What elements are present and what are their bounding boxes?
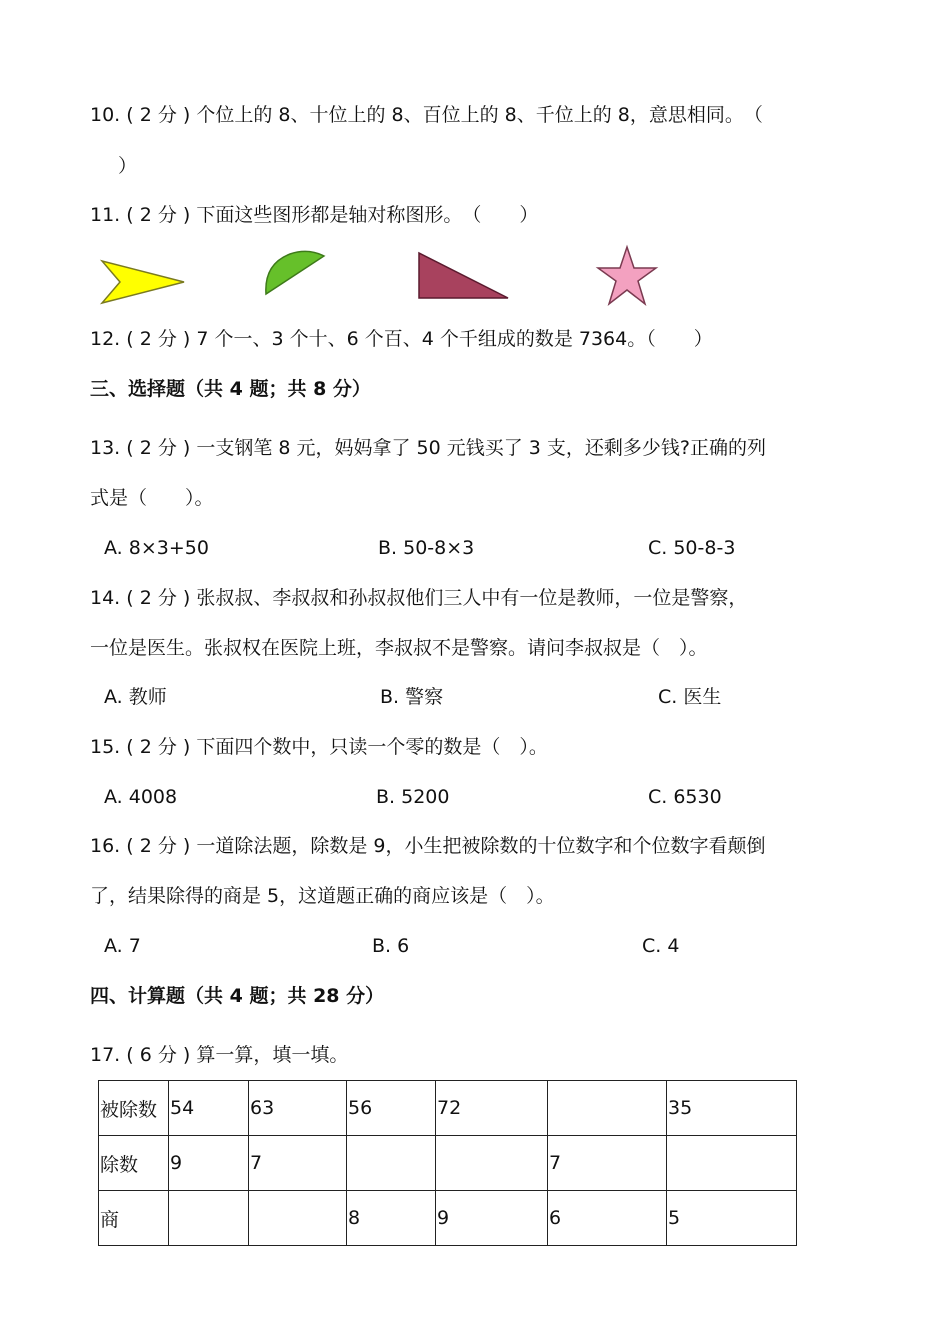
table-cell: 56: [347, 1081, 436, 1136]
table-cell: 9: [436, 1191, 548, 1246]
question-17-text: 17. ( 6 分 ) 算一算，填一填。: [90, 1044, 349, 1066]
question-11-text: 11. ( 2 分 ) 下面这些图形都是轴对称图形。 （ ）: [90, 204, 539, 226]
question-14-option-a: A. 教师: [104, 686, 167, 708]
table-cell: 7: [548, 1136, 667, 1191]
maroon-right-triangle-icon: [416, 250, 512, 302]
section-4-title: 四、计算题（共 4 题；共 28 分）: [90, 985, 385, 1007]
question-13-option-c: C. 50-8-3: [648, 537, 736, 559]
table-cell: [249, 1191, 347, 1246]
question-10-text: 10. ( 2 分 ) 个位上的 8、十位上的 8、百位上的 8、千位上的 8，意思相同。 （: [90, 104, 763, 126]
question-16-line-2: 了，结果除得的商是 5，这道题正确的商应该是（ ）。: [90, 885, 555, 907]
question-16-option-a: A. 7: [104, 935, 141, 957]
question-13-option-a: A. 8×3+50: [104, 537, 209, 559]
question-12-text: 12. ( 2 分 ) 7 个一、3 个十、6 个百、4 个千组成的数是 7364。（ ）: [90, 328, 713, 350]
table-cell: 除数: [99, 1136, 169, 1191]
question-15-line-1: 15. ( 2 分 ) 下面四个数中，只读一个零的数是（ ）。: [90, 736, 548, 758]
table-cell: 63: [249, 1081, 347, 1136]
table-cell: 8: [347, 1191, 436, 1246]
table-cell: 商: [99, 1191, 169, 1246]
table-cell: 7: [249, 1136, 347, 1191]
pink-star-icon: [594, 244, 660, 310]
table-row-divisor: [99, 1136, 797, 1191]
table-cell: 6: [548, 1191, 667, 1246]
table-cell: 35: [667, 1081, 797, 1136]
question-13-option-b: B. 50-8×3: [378, 537, 475, 559]
question-16-option-b: B. 6: [372, 935, 410, 957]
table-cell: [347, 1136, 436, 1191]
green-sector-icon: [260, 248, 330, 300]
question-15-option-b: B. 5200: [376, 786, 450, 808]
table-cell: 5: [667, 1191, 797, 1246]
table-cell: 54: [169, 1081, 249, 1136]
table-cell: 被除数: [99, 1081, 169, 1136]
table-cell: [436, 1136, 548, 1191]
table-cell: [169, 1191, 249, 1246]
question-16-line-1: 16. ( 2 分 ) 一道除法题，除数是 9，小生把被除数的十位数字和个位数字看颠倒: [90, 835, 766, 857]
question-13-line-1: 13. ( 2 分 ) 一支钢笔 8 元，妈妈拿了 50 元钱买了 3 支，还剩多少钱?正确的列: [90, 437, 767, 459]
table-cell: [667, 1136, 797, 1191]
table-cell: 72: [436, 1081, 548, 1136]
question-14-line-2: 一位是医生。张叔权在医院上班，李叔叔不是警察。请问李叔叔是（ ）。: [90, 637, 708, 659]
table-cell: 9: [169, 1136, 249, 1191]
question-14-option-c: C. 医生: [658, 686, 722, 708]
table-row-quotient: [99, 1191, 797, 1246]
section-3-title: 三、选择题（共 4 题；共 8 分）: [90, 378, 371, 400]
table-row-dividend: [99, 1081, 797, 1136]
question-15-option-a: A. 4008: [104, 786, 178, 808]
question-14-option-b: B. 警察: [380, 686, 444, 708]
question-10-answer-paren: ）: [118, 155, 138, 177]
question-16-option-c: C. 4: [642, 935, 680, 957]
question-15-option-c: C. 6530: [648, 786, 722, 808]
question-13-line-2: 式是（ ）。: [90, 487, 214, 509]
table-cell: [548, 1081, 667, 1136]
yellow-arrowhead-icon: [98, 254, 190, 310]
question-14-line-1: 14. ( 2 分 ) 张叔叔、李叔叔和孙叔叔他们三人中有一位是教师，一位是警察，: [90, 587, 748, 609]
division-table: [98, 1080, 797, 1246]
